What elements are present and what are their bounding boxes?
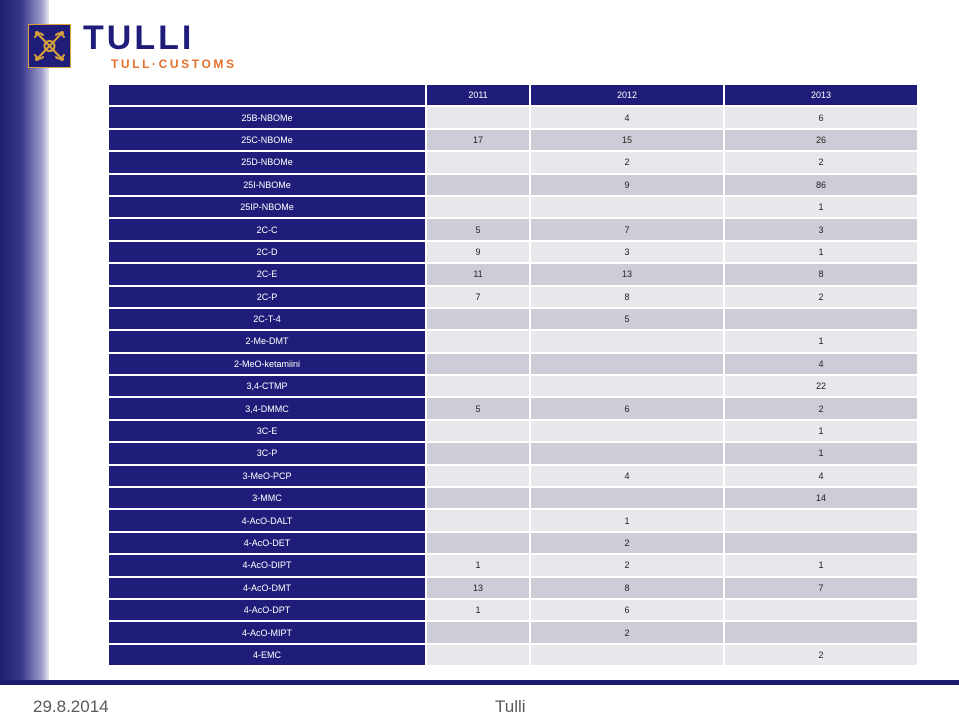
row-label: 3-MMC bbox=[109, 488, 425, 508]
table-cell-2013: 1 bbox=[725, 555, 917, 575]
header-corner-cell bbox=[109, 85, 425, 105]
table-body bbox=[109, 107, 917, 665]
table-cell-2013 bbox=[725, 533, 917, 553]
table-cell-2012 bbox=[531, 197, 723, 217]
table-cell-2012: 2 bbox=[531, 533, 723, 553]
table-cell-2011 bbox=[427, 622, 529, 642]
row-label: 3C-P bbox=[109, 443, 425, 463]
row-label: 2C-E bbox=[109, 264, 425, 284]
table-cell-2012: 2 bbox=[531, 555, 723, 575]
table-cell-2011: 9 bbox=[427, 242, 529, 262]
table-row bbox=[109, 354, 917, 374]
table-cell-2011 bbox=[427, 421, 529, 441]
logo-title: TULLI bbox=[83, 19, 195, 57]
table-row bbox=[109, 555, 917, 575]
row-label: 4-AcO-DIPT bbox=[109, 555, 425, 575]
table-cell-2013: 1 bbox=[725, 197, 917, 217]
row-label: 4-AcO-DPT bbox=[109, 600, 425, 620]
table-cell-2012 bbox=[531, 354, 723, 374]
table-row bbox=[109, 443, 917, 463]
row-label: 4-AcO-MIPT bbox=[109, 622, 425, 642]
table-cell-2011 bbox=[427, 152, 529, 172]
table-row bbox=[109, 264, 917, 284]
table-cell-2013: 22 bbox=[725, 376, 917, 396]
row-label: 2-Me-DMT bbox=[109, 331, 425, 351]
table-cell-2013 bbox=[725, 510, 917, 530]
row-label: 25D-NBOMe bbox=[109, 152, 425, 172]
bottom-divider bbox=[0, 680, 959, 685]
row-label: 2C-C bbox=[109, 219, 425, 239]
table-cell-2011 bbox=[427, 197, 529, 217]
table-cell-2013 bbox=[725, 600, 917, 620]
table-cell-2013: 2 bbox=[725, 287, 917, 307]
header-year-2011: 2011 bbox=[427, 85, 529, 105]
table-cell-2012 bbox=[531, 443, 723, 463]
header-year-2013: 2013 bbox=[725, 85, 917, 105]
table-cell-2013 bbox=[725, 622, 917, 642]
table-row bbox=[109, 578, 917, 598]
table-cell-2012 bbox=[531, 331, 723, 351]
row-label: 3C-E bbox=[109, 421, 425, 441]
table-cell-2012 bbox=[531, 421, 723, 441]
table-cell-2013: 1 bbox=[725, 331, 917, 351]
row-label: 3,4-CTMP bbox=[109, 376, 425, 396]
table-cell-2011: 13 bbox=[427, 578, 529, 598]
table-cell-2013: 4 bbox=[725, 466, 917, 486]
table-cell-2012: 8 bbox=[531, 287, 723, 307]
table-cell-2011 bbox=[427, 488, 529, 508]
table-cell-2012: 7 bbox=[531, 219, 723, 239]
table-cell-2012: 2 bbox=[531, 622, 723, 642]
table-cell-2012: 2 bbox=[531, 152, 723, 172]
table-row bbox=[109, 175, 917, 195]
table-cell-2012: 6 bbox=[531, 600, 723, 620]
table-cell-2011 bbox=[427, 533, 529, 553]
table-cell-2011 bbox=[427, 175, 529, 195]
row-label: 4-AcO-DMT bbox=[109, 578, 425, 598]
table-cell-2012: 4 bbox=[531, 107, 723, 127]
row-label: 25IP-NBOMe bbox=[109, 197, 425, 217]
header-year-2012: 2012 bbox=[531, 85, 723, 105]
table-row bbox=[109, 622, 917, 642]
row-label: 25I-NBOMe bbox=[109, 175, 425, 195]
footer-date: 29.8.2014 bbox=[33, 697, 109, 716]
table-row bbox=[109, 242, 917, 262]
table-row bbox=[109, 152, 917, 172]
row-label: 4-EMC bbox=[109, 645, 425, 665]
table-row bbox=[109, 510, 917, 530]
seizure-table bbox=[107, 83, 919, 667]
table-cell-2013: 7 bbox=[725, 578, 917, 598]
table-cell-2011: 11 bbox=[427, 264, 529, 284]
table-cell-2012: 15 bbox=[531, 130, 723, 150]
row-label: 2C-D bbox=[109, 242, 425, 262]
table-cell-2013: 8 bbox=[725, 264, 917, 284]
table-row bbox=[109, 107, 917, 127]
row-label: 4-AcO-DET bbox=[109, 533, 425, 553]
row-label: 2-MeO-ketamiini bbox=[109, 354, 425, 374]
table-row bbox=[109, 421, 917, 441]
table-row bbox=[109, 645, 917, 665]
table-header-row bbox=[109, 85, 917, 105]
customs-emblem-graphic bbox=[29, 25, 70, 67]
table-row bbox=[109, 376, 917, 396]
table-cell-2012: 5 bbox=[531, 309, 723, 329]
table-cell-2013: 2 bbox=[725, 152, 917, 172]
table-cell-2013: 26 bbox=[725, 130, 917, 150]
table-cell-2012: 6 bbox=[531, 398, 723, 418]
table-cell-2013: 4 bbox=[725, 354, 917, 374]
table-cell-2011: 5 bbox=[427, 398, 529, 418]
row-label: 25C-NBOMe bbox=[109, 130, 425, 150]
table-cell-2011 bbox=[427, 510, 529, 530]
table-cell-2012 bbox=[531, 488, 723, 508]
table-cell-2013: 3 bbox=[725, 219, 917, 239]
table-cell-2011 bbox=[427, 354, 529, 374]
footer-label: Tulli bbox=[495, 697, 526, 716]
table-cell-2011 bbox=[427, 645, 529, 665]
table-cell-2013: 2 bbox=[725, 645, 917, 665]
table-cell-2013: 6 bbox=[725, 107, 917, 127]
table-cell-2011: 7 bbox=[427, 287, 529, 307]
table-row bbox=[109, 287, 917, 307]
table-cell-2012: 4 bbox=[531, 466, 723, 486]
table-cell-2011 bbox=[427, 443, 529, 463]
table-row bbox=[109, 197, 917, 217]
side-decoration-bar bbox=[0, 0, 49, 684]
table-cell-2011: 1 bbox=[427, 600, 529, 620]
row-label: 4-AcO-DALT bbox=[109, 510, 425, 530]
table-cell-2012: 8 bbox=[531, 578, 723, 598]
logo-subtitle: TULL·CUSTOMS bbox=[111, 57, 237, 71]
table-cell-2012: 13 bbox=[531, 264, 723, 284]
table-cell-2013: 1 bbox=[725, 421, 917, 441]
table-cell-2012 bbox=[531, 376, 723, 396]
table-row bbox=[109, 466, 917, 486]
customs-emblem-icon bbox=[28, 24, 71, 68]
table-row bbox=[109, 309, 917, 329]
table-row bbox=[109, 219, 917, 239]
table-cell-2013: 2 bbox=[725, 398, 917, 418]
table-cell-2013: 14 bbox=[725, 488, 917, 508]
table-cell-2013: 1 bbox=[725, 443, 917, 463]
table-row bbox=[109, 130, 917, 150]
table-row bbox=[109, 600, 917, 620]
table-row bbox=[109, 533, 917, 553]
table-cell-2011 bbox=[427, 376, 529, 396]
table-cell-2012 bbox=[531, 645, 723, 665]
table-cell-2011 bbox=[427, 331, 529, 351]
table-cell-2011 bbox=[427, 107, 529, 127]
table-cell-2013 bbox=[725, 309, 917, 329]
row-label: 2C-P bbox=[109, 287, 425, 307]
table-cell-2012: 3 bbox=[531, 242, 723, 262]
row-label: 3-MeO-PCP bbox=[109, 466, 425, 486]
table-cell-2011: 1 bbox=[427, 555, 529, 575]
table-cell-2011 bbox=[427, 466, 529, 486]
row-label: 2C-T-4 bbox=[109, 309, 425, 329]
table-cell-2011 bbox=[427, 309, 529, 329]
table-cell-2013: 1 bbox=[725, 242, 917, 262]
table-row bbox=[109, 488, 917, 508]
table-row bbox=[109, 331, 917, 351]
table-cell-2012: 9 bbox=[531, 175, 723, 195]
table-cell-2012: 1 bbox=[531, 510, 723, 530]
table-cell-2013: 86 bbox=[725, 175, 917, 195]
table-row bbox=[109, 398, 917, 418]
row-label: 25B-NBOMe bbox=[109, 107, 425, 127]
table-cell-2011: 17 bbox=[427, 130, 529, 150]
row-label: 3,4-DMMC bbox=[109, 398, 425, 418]
table-cell-2011: 5 bbox=[427, 219, 529, 239]
